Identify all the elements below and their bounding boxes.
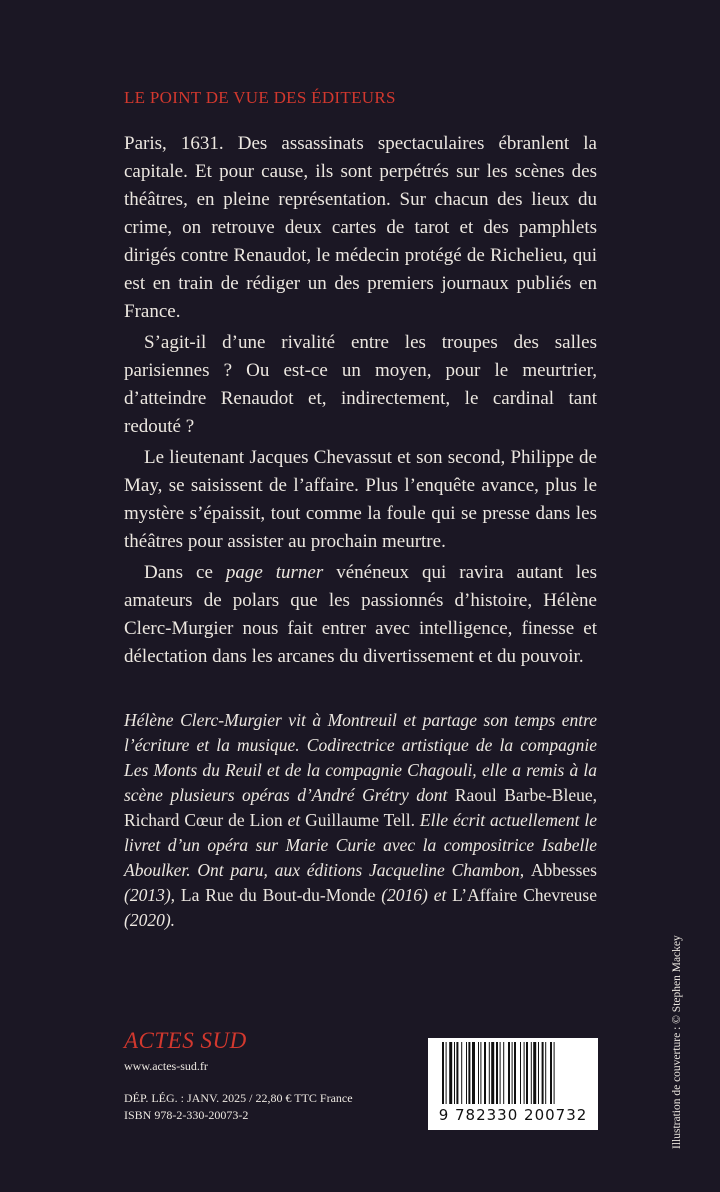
bio-text: et: [282, 810, 306, 830]
bio-title: Abbesses: [530, 860, 597, 880]
synopsis-paragraph: Paris, 1631. Des assassinats spectaculaires ébranlent la capitale. Et pour cause, ils sont perpétrés sur les scènes des théâtres, en pleine représentation. Sur chacun des lieux du crime, on retrouve deux cartes de tarot et des pamphlets dirigés contre Renaudot, le médecin protégé de Richelieu, qui est en train de rédiger un des premiers journaux publiés en France.: [124, 133, 597, 322]
barcode-bar: [468, 1042, 470, 1104]
barcode-bar: [461, 1042, 462, 1104]
bio-title: L’Affaire Chevreuse: [452, 885, 597, 905]
bio-text: Elle écrit actuellement le livret d’un opéra sur Marie Curie avec la compositrice Isabelle Aboulker. Ont paru, aux éditions Jacqueline Chambon,: [124, 810, 597, 880]
barcode-bar: [512, 1042, 513, 1104]
bio-title: La Rue du Bout-du-Monde: [180, 885, 376, 905]
publisher-website: www.actes-sud.fr: [124, 1059, 208, 1073]
isbn: ISBN 978-2-330-20073-2: [124, 1108, 249, 1122]
legal-info: [124, 1090, 353, 1124]
barcode-bar: [542, 1042, 544, 1104]
barcode-bar: [480, 1042, 481, 1104]
synopsis: [124, 130, 597, 671]
barcode-bar: [550, 1042, 552, 1104]
barcode-bar: [520, 1042, 521, 1104]
barcode-bar: [442, 1042, 444, 1104]
barcode-bar: [514, 1042, 516, 1104]
barcode-bar: [491, 1042, 494, 1104]
author-bio: [124, 708, 597, 933]
barcode-bar: [526, 1042, 528, 1104]
bio-title: Richard Cœur de Lion: [124, 810, 283, 830]
barcode-bar: [533, 1042, 536, 1104]
synopsis-text: vénéneux qui ravira autant les amateurs de polars que les passionnés d’histoire, Hélène Clerc-Murgier nous fait entrer avec intelligence, finesse et délectation dans les arcanes du divertissement et du pouvoir.: [124, 562, 597, 667]
barcode-bar: [496, 1042, 498, 1104]
barcode-bar: [503, 1042, 504, 1104]
barcode-bar: [545, 1042, 546, 1104]
synopsis-paragraph: [124, 559, 597, 671]
barcode-bars: [428, 1038, 598, 1108]
barcode-bar: [500, 1042, 501, 1104]
bio-text: (2013),: [124, 885, 181, 905]
barcode-bar: [524, 1042, 525, 1104]
bio-title: Guillaume Tell.: [305, 810, 415, 830]
section-heading: LE POINT DE VUE DES ÉDITEURS: [124, 88, 396, 107]
barcode-number: 9 782330 200732: [438, 1106, 588, 1124]
barcode-bar: [454, 1042, 455, 1104]
legal-deposit: DÉP. LÉG. : JANV. 2025 / 22,80 € TTC France: [124, 1091, 353, 1105]
barcode-bar: [554, 1042, 555, 1104]
barcode-bar: [466, 1042, 467, 1104]
barcode-bar: [456, 1042, 458, 1104]
barcode-bar: [446, 1042, 447, 1104]
barcode: [428, 1038, 598, 1130]
synopsis-paragraph: S’agit-il d’une rivalité entre les troupes des salles parisiennes ? Ou est-ce un moyen, pour le meurtrier, d’atteindre Renaudot et, indirectement, le cardinal tant redouté ?: [124, 332, 597, 437]
bio-title: Raoul Barbe-Bleue,: [454, 785, 597, 805]
barcode-bar: [531, 1042, 532, 1104]
barcode-bar: [508, 1042, 510, 1104]
barcode-bar: [478, 1042, 479, 1104]
publisher-logo: ACTES SUD: [124, 1028, 247, 1053]
barcode-bar: [484, 1042, 486, 1104]
bio-text: (2020).: [124, 910, 176, 930]
bio-text: (2016) et: [375, 885, 453, 905]
bio-text: Hélène Clerc-Murgier vit à Montreuil et partage son temps entre l’écriture et la musique. Codirectrice artistique de la compagnie Les Monts du Reuil et de la compagnie Chagouli, elle a remis à la scène plusieurs opéras d’André Grétry dont: [124, 710, 597, 805]
barcode-bar: [489, 1042, 490, 1104]
barcode-bar: [472, 1042, 475, 1104]
barcode-bar: [538, 1042, 539, 1104]
synopsis-paragraph: Le lieutenant Jacques Chevassut et son second, Philippe de May, se saisissent de l’affaire. Plus l’enquête avance, plus le mystère s’épaissit, tout comme la foule qui se presse dans les théâtres pour assister au prochain meurtre.: [124, 447, 597, 552]
synopsis-italic-term: page turner: [225, 562, 324, 583]
barcode-bar: [449, 1042, 452, 1104]
cover-credit: Illustration de couverture : © Stephen Mackey: [671, 935, 683, 1149]
synopsis-text: Dans ce: [144, 562, 226, 583]
